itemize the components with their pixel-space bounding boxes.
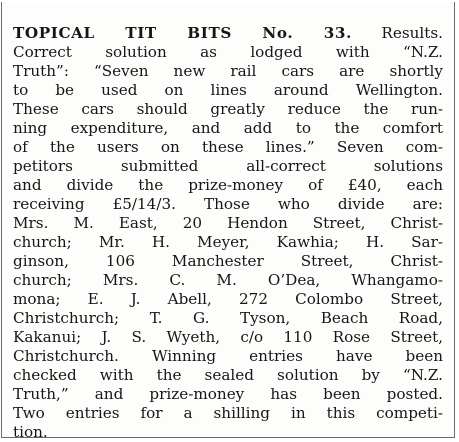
article-line: church; Mrs. C. M. O’Dea, Whangamo- <box>13 271 443 289</box>
article-line: petitors submitted all-correct solutions <box>13 157 443 175</box>
article-column <box>13 24 443 442</box>
newspaper-clipping <box>1 2 455 441</box>
article-line: Christchurch. Winning entries have been <box>13 347 443 365</box>
article-line: ginson, 106 Manchester Street, Christ- <box>13 252 443 270</box>
article-line: Kakanui; J. S. Wyeth, c/o 110 Rose Street, <box>13 328 443 346</box>
article-line: Results. <box>381 24 443 42</box>
article-line: receiving £5/14/3. Those who divide are: <box>13 195 443 213</box>
article-line: Mrs. M. East, 20 Hendon Street, Christ- <box>13 214 443 232</box>
article-line: Truth,” and prize-money has been posted. <box>13 385 443 403</box>
article-line: to be used on lines around Wellington. <box>13 81 443 99</box>
article-line: and divide the prize-money of £40, each <box>13 176 443 194</box>
article-line: ning expenditure, and add to the comfort <box>13 119 443 137</box>
article-line: Two entries for a shilling in this competi- <box>13 404 443 422</box>
article-line: mona; E. J. Abell, 272 Colombo Street, <box>13 290 443 308</box>
article-line: Truth”: “Seven new rail cars are shortly <box>13 62 443 80</box>
article-line: of the users on these lines.” Seven com- <box>13 138 443 156</box>
article-line: church; Mr. H. Meyer, Kawhia; H. Sar- <box>13 233 443 251</box>
article-line: tion. <box>13 423 48 441</box>
article-line: checked with the sealed solution by “N.Z. <box>13 366 443 384</box>
article-first-line <box>13 24 443 43</box>
article-line: These cars should greatly reduce the run- <box>13 100 443 118</box>
article-line: Christchurch; T. G. Tyson, Beach Road, <box>13 309 443 327</box>
article-line: Correct solution as lodged with “N.Z. <box>13 43 443 61</box>
article-heading: TOPICAL TIT BITS No. 33. <box>13 24 352 42</box>
